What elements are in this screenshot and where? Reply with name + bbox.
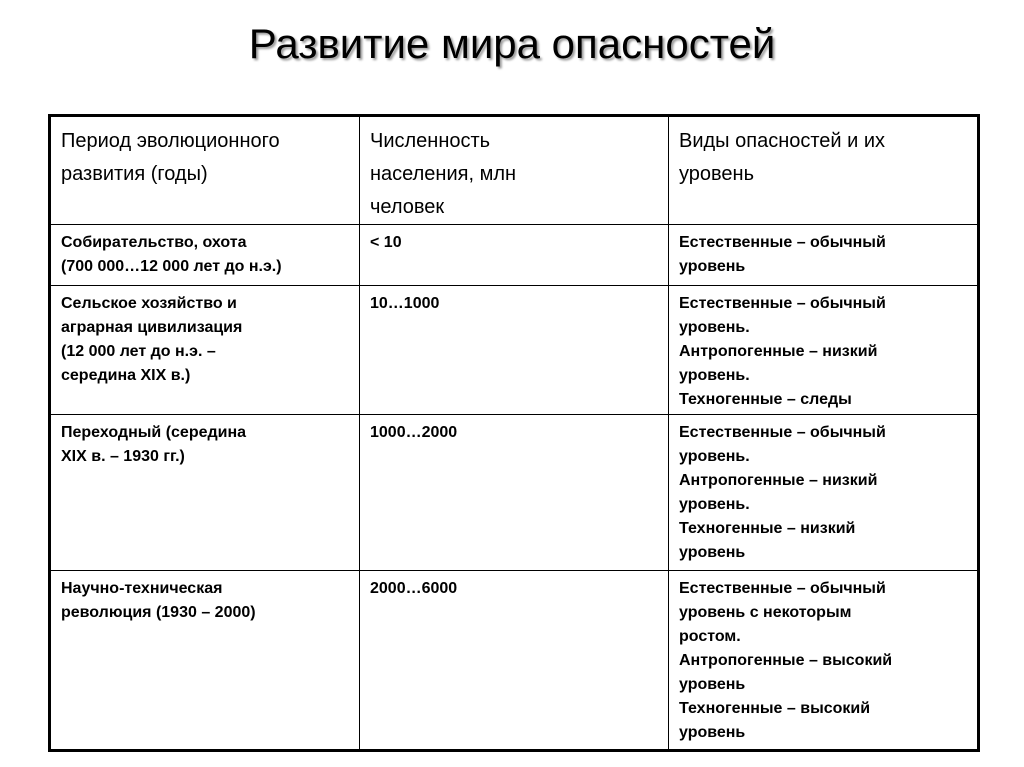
cell-text-line: населения, млн (370, 163, 517, 185)
cell-text-line: уровень (679, 163, 755, 185)
cell-period (50, 225, 360, 286)
dangers-table (48, 114, 980, 752)
cell-text-line: < 10 (370, 234, 402, 251)
cell-text-line: уровень. (679, 448, 750, 465)
cell-text-line: Антропогенные – низкий (679, 472, 878, 489)
cell-text-line: развития (годы) (61, 163, 208, 185)
cell-text-line: человек (370, 196, 445, 218)
cell-text-line: Переходный (середина (61, 424, 247, 441)
header-dangers (669, 116, 979, 225)
cell-text-line: аграрная цивилизация (61, 319, 243, 336)
cell-text-line: уровень. (679, 319, 750, 336)
cell-period (50, 415, 360, 571)
cell-dangers (669, 415, 979, 571)
cell-text-line: уровень. (679, 496, 750, 513)
cell-text-line: уровень. (679, 367, 750, 384)
cell-text-line: уровень (679, 544, 746, 561)
cell-population (360, 571, 669, 751)
cell-text-line: уровень (679, 258, 746, 275)
cell-text-line: ростом. (679, 628, 741, 645)
cell-text-line: Численность (370, 130, 491, 152)
header-population (360, 116, 669, 225)
cell-text-line: (700 000…12 000 лет до н.э.) (61, 258, 282, 275)
table-row (50, 286, 979, 415)
cell-text-line: 2000…6000 (370, 580, 458, 597)
cell-text-line: Естественные – обычный (679, 424, 886, 441)
cell-text-line: Собирательство, охота (61, 234, 247, 251)
table-row (50, 225, 979, 286)
cell-text-line: Сельское хозяйство и (61, 295, 237, 312)
cell-text-line: уровень с некоторым (679, 604, 852, 621)
cell-period (50, 571, 360, 751)
cell-text-line: Естественные – обычный (679, 580, 886, 597)
cell-population (360, 225, 669, 286)
cell-text-line: Техногенные – следы (679, 391, 852, 408)
cell-text-line: Виды опасностей и их (679, 130, 886, 152)
cell-text-line: Техногенные – низкий (679, 520, 856, 537)
cell-population (360, 286, 669, 415)
cell-dangers (669, 286, 979, 415)
cell-text-line: Научно-техническая (61, 580, 223, 597)
table-header-row (50, 116, 979, 225)
cell-period (50, 286, 360, 415)
cell-text-line: XIX в. – 1930 гг.) (61, 448, 185, 465)
table-row (50, 571, 979, 751)
cell-text-line: Естественные – обычный (679, 295, 886, 312)
cell-text-line: уровень (679, 724, 746, 741)
cell-text-line: 1000…2000 (370, 424, 458, 441)
cell-dangers (669, 571, 979, 751)
cell-text-line: уровень (679, 676, 746, 693)
cell-text-line: Естественные – обычный (679, 234, 886, 251)
cell-text-line: Техногенные – высокий (679, 700, 871, 717)
table-row (50, 415, 979, 571)
cell-text-line: середина XIX в.) (61, 367, 191, 384)
slide-title: Развитие мира опасностей (248, 20, 776, 67)
cell-dangers (669, 225, 979, 286)
header-period (50, 116, 360, 225)
cell-text-line: 10…1000 (370, 295, 440, 312)
cell-text-line: Период эволюционного (61, 130, 280, 152)
cell-text-line: Антропогенные – высокий (679, 652, 893, 669)
cell-population (360, 415, 669, 571)
cell-text-line: Антропогенные – низкий (679, 343, 878, 360)
cell-text-line: (12 000 лет до н.э. – (61, 343, 216, 360)
cell-text-line: революция (1930 – 2000) (61, 604, 256, 621)
